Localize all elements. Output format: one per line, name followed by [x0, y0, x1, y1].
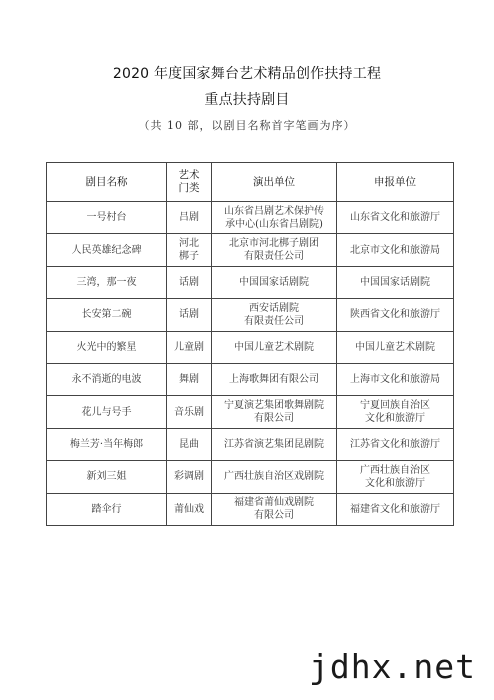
- cell-applicant: 江苏省文化和旅游厅: [337, 428, 454, 460]
- header-row: [47, 163, 454, 202]
- cell-title: 永不消逝的电波: [47, 363, 167, 395]
- cell-performer: 北京市河北梆子剧团 有限责任公司: [212, 234, 337, 266]
- cell-title: 新刘三姐: [47, 461, 167, 493]
- cell-applicant: 中国儿童艺术剧院: [337, 331, 454, 363]
- document-title: 2020 年度国家舞台艺术精品创作扶持工程: [112, 66, 382, 82]
- cell-category: 话剧: [167, 266, 212, 298]
- table-row: [47, 461, 454, 493]
- cell-performer: 中国儿童艺术剧院: [212, 331, 337, 363]
- cell-title: 踏伞行: [47, 493, 167, 525]
- cell-title: 三湾，那一夜: [47, 266, 167, 298]
- cell-applicant: 宁夏回族自治区 文化和旅游厅: [337, 396, 454, 428]
- cell-category: 儿童剧: [167, 331, 212, 363]
- cell-title: 梅兰芳·当年梅郎: [47, 428, 167, 460]
- cell-category: 彩调剧: [167, 461, 212, 493]
- cell-applicant: 中国国家话剧院: [337, 266, 454, 298]
- cell-title: 人民英雄纪念碑: [47, 234, 167, 266]
- cell-category: 昆曲: [167, 428, 212, 460]
- cell-applicant: 福建省文化和旅游厅: [337, 493, 454, 525]
- cell-category: 吕剧: [167, 202, 212, 234]
- table-row: [47, 363, 454, 395]
- cell-applicant: 广西壮族自治区 文化和旅游厅: [337, 461, 454, 493]
- document-subtitle-heading: 重点扶持剧目: [204, 92, 290, 108]
- repertoire-table: [46, 162, 454, 526]
- cell-category: 莆仙戏: [167, 493, 212, 525]
- table-row: [47, 266, 454, 298]
- table-row: [47, 396, 454, 428]
- cell-applicant: 北京市文化和旅游局: [337, 234, 454, 266]
- table-body: [47, 202, 454, 526]
- cell-performer: 山东省吕剧艺术保护传 承中心(山东省吕剧院): [212, 202, 337, 234]
- cell-performer: 西安话剧院 有限责任公司: [212, 299, 337, 331]
- cell-performer: 中国国家话剧院: [212, 266, 337, 298]
- table-row: [47, 331, 454, 363]
- table-row: [47, 202, 454, 234]
- cell-performer: 福建省莆仙戏剧院 有限公司: [212, 493, 337, 525]
- site-watermark: jdhx.net: [309, 647, 476, 686]
- cell-title: 花儿与号手: [47, 396, 167, 428]
- cell-title: 长安第二碗: [47, 299, 167, 331]
- table-header: [47, 163, 454, 202]
- cell-title: 火光中的繁星: [47, 331, 167, 363]
- header-cell-title: 剧目名称: [47, 163, 167, 202]
- header-cell-applicant: 申报单位: [337, 163, 454, 202]
- table-row: [47, 428, 454, 460]
- table-row: [47, 299, 454, 331]
- cell-performer: 广西壮族自治区戏剧院: [212, 461, 337, 493]
- cell-performer: 江苏省演艺集团昆剧院: [212, 428, 337, 460]
- cell-performer: 宁夏演艺集团歌舞剧院 有限公司: [212, 396, 337, 428]
- table-row: [47, 234, 454, 266]
- cell-applicant: 上海市文化和旅游局: [337, 363, 454, 395]
- cell-category: 音乐剧: [167, 396, 212, 428]
- cell-title: 一号村台: [47, 202, 167, 234]
- cell-applicant: 山东省文化和旅游厅: [337, 202, 454, 234]
- header-cell-performer: 演出单位: [212, 163, 337, 202]
- cell-category: 话剧: [167, 299, 212, 331]
- document-note: （共 10 部，以剧目名称首字笔画为序）: [138, 119, 356, 132]
- cell-applicant: 陕西省文化和旅游厅: [337, 299, 454, 331]
- cell-category: 河北 梆子: [167, 234, 212, 266]
- cell-performer: 上海歌舞团有限公司: [212, 363, 337, 395]
- header-cell-category: 艺术 门类: [167, 163, 212, 202]
- table-row: [47, 493, 454, 525]
- cell-category: 舞剧: [167, 363, 212, 395]
